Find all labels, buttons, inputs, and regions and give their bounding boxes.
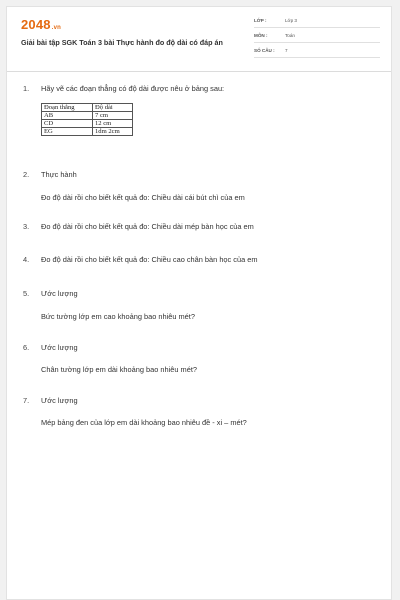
question-text: Đo độ dài rồi cho biết kết quả đo: Chiều cao chân bàn học của em: [41, 255, 258, 264]
question-text: Ước lượng: [41, 396, 78, 405]
question-7-detail: Mép bảng đen của lớp em dài khoảng bao nhiêu đề - xi – mét?: [41, 418, 247, 427]
table-cell: AB: [42, 112, 93, 120]
question-number: 4.: [23, 255, 30, 264]
logo-suffix: .vn: [51, 25, 62, 31]
question-2-detail: Đo độ dài rồi cho biết kết quả đo: Chiều dài cái bút chì của em: [41, 193, 245, 202]
meta-label: LỚP :: [254, 18, 267, 23]
document-page: [6, 6, 392, 600]
meta-row-grade: [254, 14, 380, 28]
document-title: Giải bài tập SGK Toán 3 bài Thực hành đo độ dài có đáp án: [21, 38, 223, 47]
question-number: 1.: [23, 84, 30, 93]
question-text: Ước lượng: [41, 343, 78, 352]
table-row: [42, 128, 133, 136]
table-cell: CD: [42, 120, 93, 128]
column-header: Đoạn thẳng: [42, 104, 93, 112]
table-row: [42, 112, 133, 120]
question-number: 3.: [23, 222, 30, 231]
table-cell: EG: [42, 128, 93, 136]
meta-label: SỐ CÂU :: [254, 48, 275, 53]
site-logo[interactable]: [21, 17, 61, 32]
table-cell: 7 cm: [93, 112, 133, 120]
meta-row-subject: [254, 29, 380, 43]
meta-label: MÔN :: [254, 33, 268, 38]
question-6-detail: Chân tường lớp em dài khoảng bao nhiêu mét?: [41, 365, 197, 374]
question-number: 5.: [23, 289, 30, 298]
question-text: Hãy vẽ các đoạn thẳng có độ dài được nêu ở bảng sau:: [41, 84, 225, 93]
document-header: [7, 7, 391, 72]
question-number: 2.: [23, 170, 30, 179]
table-cell: 12 cm: [93, 120, 133, 128]
question-number: 6.: [23, 343, 30, 352]
table-header-row: [42, 104, 133, 112]
meta-value: Lớp 3: [285, 18, 297, 23]
logo-text: 2048: [21, 17, 51, 32]
column-header: Độ dài: [93, 104, 133, 112]
question-text: Thực hành: [41, 170, 77, 179]
question-5-detail: Bức tường lớp em cao khoảng bao nhiêu mét?: [41, 312, 195, 321]
meta-value: 7: [285, 48, 288, 53]
table-cell: 1dm 2cm: [93, 128, 133, 136]
question-text: Đo độ dài rồi cho biết kết quả đo: Chiều dài mép bàn học của em: [41, 222, 254, 231]
table-row: [42, 120, 133, 128]
question-number: 7.: [23, 396, 30, 405]
segment-length-table: [41, 103, 133, 136]
meta-value: Toán: [285, 33, 295, 38]
question-text: Ước lượng: [41, 289, 78, 298]
meta-row-question-count: [254, 44, 380, 58]
